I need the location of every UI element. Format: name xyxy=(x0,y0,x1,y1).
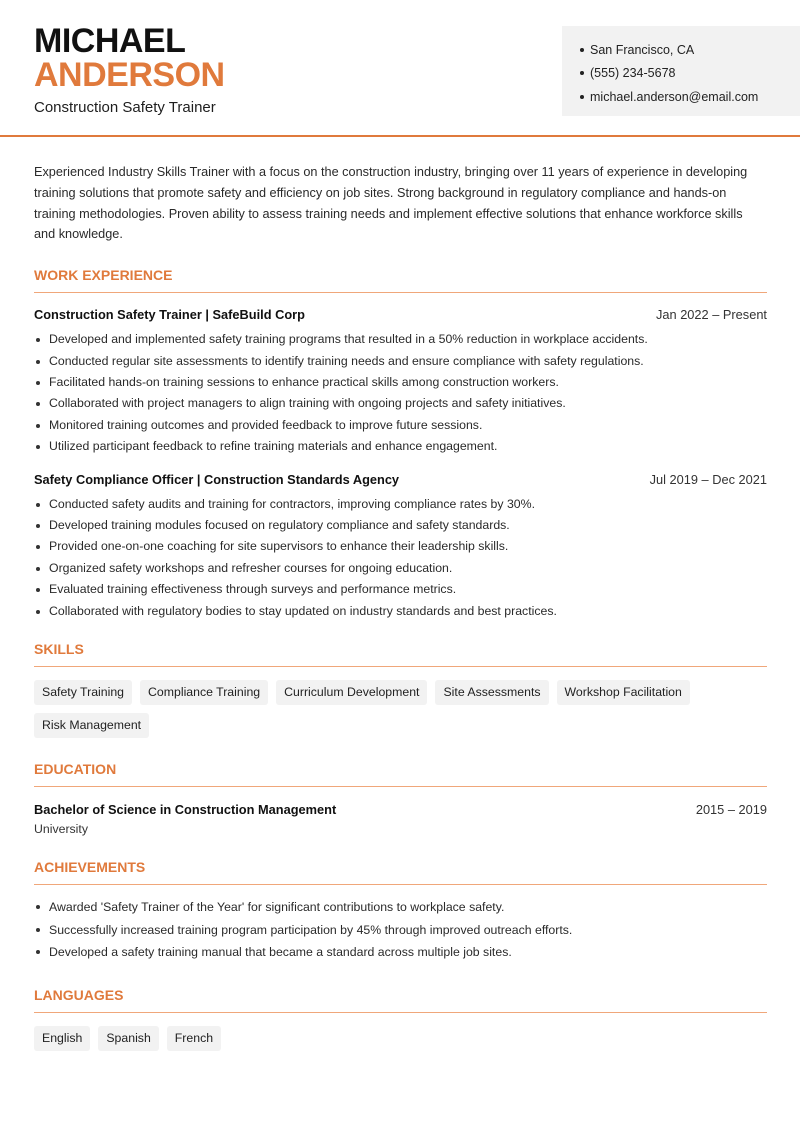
contact-location xyxy=(580,38,800,62)
bullet-icon xyxy=(36,503,40,507)
location-text: San Francisco, CA xyxy=(590,42,695,57)
bullet-icon xyxy=(36,424,40,428)
bullet-icon xyxy=(36,928,40,932)
languages-section xyxy=(34,987,767,1051)
skill-chip: Curriculum Development xyxy=(276,680,427,705)
bullet-text: Provided one-on-one coaching for site supervisors to enhance their leadership skills. xyxy=(49,539,509,554)
bullet-text: Utilized participant feedback to refine training materials and enhance engagement. xyxy=(49,439,498,454)
achievement-text: Awarded 'Safety Trainer of the Year' for significant contributions to workplace safety. xyxy=(49,900,505,915)
education-dates: 2015 – 2019 xyxy=(695,802,767,818)
first-name: MICHAEL xyxy=(34,22,186,60)
list-item xyxy=(34,919,767,942)
contact-box xyxy=(562,26,800,116)
work-section xyxy=(34,267,767,622)
job-bullets xyxy=(34,494,767,622)
bullet-text: Collaborated with regulatory bodies to stay updated on industry standards and best practices. xyxy=(49,603,557,618)
section-title-skills: SKILLS xyxy=(34,641,767,667)
job-role: Construction Safety Trainer | SafeBuild Corp xyxy=(34,307,305,323)
skill-chip: Workshop Facilitation xyxy=(557,680,690,705)
bullet-icon xyxy=(580,48,584,52)
list-item xyxy=(34,896,767,919)
list-item xyxy=(34,536,767,557)
list-item xyxy=(34,601,767,622)
last-name: ANDERSON xyxy=(34,56,225,94)
achievement-text: Successfully increased training program participation by 45% through improved outreach efforts. xyxy=(49,922,573,937)
section-title-languages: LANGUAGES xyxy=(34,987,767,1013)
bullet-icon xyxy=(36,567,40,571)
job-title: Construction Safety Trainer xyxy=(34,99,216,116)
achievements-section xyxy=(34,859,767,964)
bullet-text: Facilitated hands-on training sessions to enhance practical skills among construction workers. xyxy=(49,375,559,389)
contact-email[interactable] xyxy=(580,85,800,109)
bullet-icon xyxy=(36,950,40,954)
achievement-text: Developed a safety training manual that became a standard across multiple job sites. xyxy=(49,945,512,960)
resume-header xyxy=(0,0,800,137)
list-item xyxy=(34,494,767,515)
list-item xyxy=(34,579,767,600)
section-title-education: EDUCATION xyxy=(34,761,767,787)
bullet-text: Collaborated with project managers to align training with ongoing projects and safety initiatives. xyxy=(49,396,566,411)
skill-chip: Compliance Training xyxy=(140,680,268,705)
bullet-text: Organized safety workshops and refresher courses for ongoing education. xyxy=(49,560,453,575)
summary: Experienced Industry Skills Trainer with a focus on the construction industry, bringing over 11 years of experience in developing training solutions that promote safety and efficiency on job sites. Strong background in regulatory compliance and hands-on training methodologies. Proven ability to assess training needs and implement effective solutions that enhance workforce skills and knowledge. xyxy=(34,165,748,242)
list-item xyxy=(34,941,767,964)
bullet-text: Developed training modules focused on regulatory compliance and safety standards. xyxy=(49,518,510,533)
bullet-icon xyxy=(36,588,40,592)
contact-phone xyxy=(580,62,800,86)
bullet-icon xyxy=(580,71,584,75)
list-item xyxy=(34,351,767,372)
skill-chip: Risk Management xyxy=(34,713,149,738)
resume-body xyxy=(34,162,767,1051)
job-header xyxy=(34,307,767,322)
bullet-icon xyxy=(36,545,40,549)
list-item xyxy=(34,329,767,350)
bullet-icon xyxy=(36,610,40,614)
skill-chip: Safety Training xyxy=(34,680,132,705)
bullet-text: Conducted safety audits and training for contractors, improving compliance rates by 30%. xyxy=(49,496,535,511)
bullet-icon xyxy=(36,524,40,528)
bullet-icon xyxy=(36,445,40,449)
bullet-icon xyxy=(36,338,40,342)
bullet-text: Monitored training outcomes and provided feedback to improve future sessions. xyxy=(49,417,483,432)
job-bullets xyxy=(34,329,767,457)
email-text[interactable]: michael.anderson@email.com xyxy=(590,89,759,104)
languages-list xyxy=(34,1026,767,1051)
bullet-icon xyxy=(36,905,40,909)
skills-section xyxy=(34,641,767,738)
language-chip: Spanish xyxy=(98,1026,158,1051)
phone-text: (555) 234-5678 xyxy=(590,66,676,81)
achievements-list xyxy=(34,896,767,964)
skill-chip: Site Assessments xyxy=(435,680,548,705)
section-title-achievements: ACHIEVEMENTS xyxy=(34,859,767,885)
education-section xyxy=(34,761,767,836)
job-dates: Jan 2022 – Present xyxy=(656,307,767,323)
bullet-icon xyxy=(36,360,40,364)
section-title-work: WORK EXPERIENCE xyxy=(34,267,767,293)
bullet-text: Developed and implemented safety training programs that resulted in a 50% reduction in workplace accidents. xyxy=(49,332,648,347)
education-school: University xyxy=(34,822,88,837)
list-item xyxy=(34,515,767,536)
job-entry xyxy=(34,472,767,622)
list-item xyxy=(34,436,767,457)
bullet-text: Conducted regular site assessments to identify training needs and ensure compliance with safety regulations. xyxy=(49,353,644,368)
list-item xyxy=(34,372,767,393)
language-chip: French xyxy=(167,1026,221,1051)
language-chip: English xyxy=(34,1026,90,1051)
job-entry xyxy=(34,307,767,457)
education-header xyxy=(34,802,767,817)
skills-list xyxy=(34,680,767,738)
bullet-icon xyxy=(580,95,584,99)
bullet-icon xyxy=(36,381,40,385)
education-degree: Bachelor of Science in Construction Management xyxy=(34,802,337,818)
bullet-text: Evaluated training effectiveness through surveys and performance metrics. xyxy=(49,582,457,597)
list-item xyxy=(34,393,767,414)
list-item xyxy=(34,558,767,579)
job-header xyxy=(34,472,767,487)
job-role: Safety Compliance Officer | Construction Standards Agency xyxy=(34,471,400,487)
bullet-icon xyxy=(36,402,40,406)
job-dates: Jul 2019 – Dec 2021 xyxy=(649,471,767,487)
list-item xyxy=(34,415,767,436)
